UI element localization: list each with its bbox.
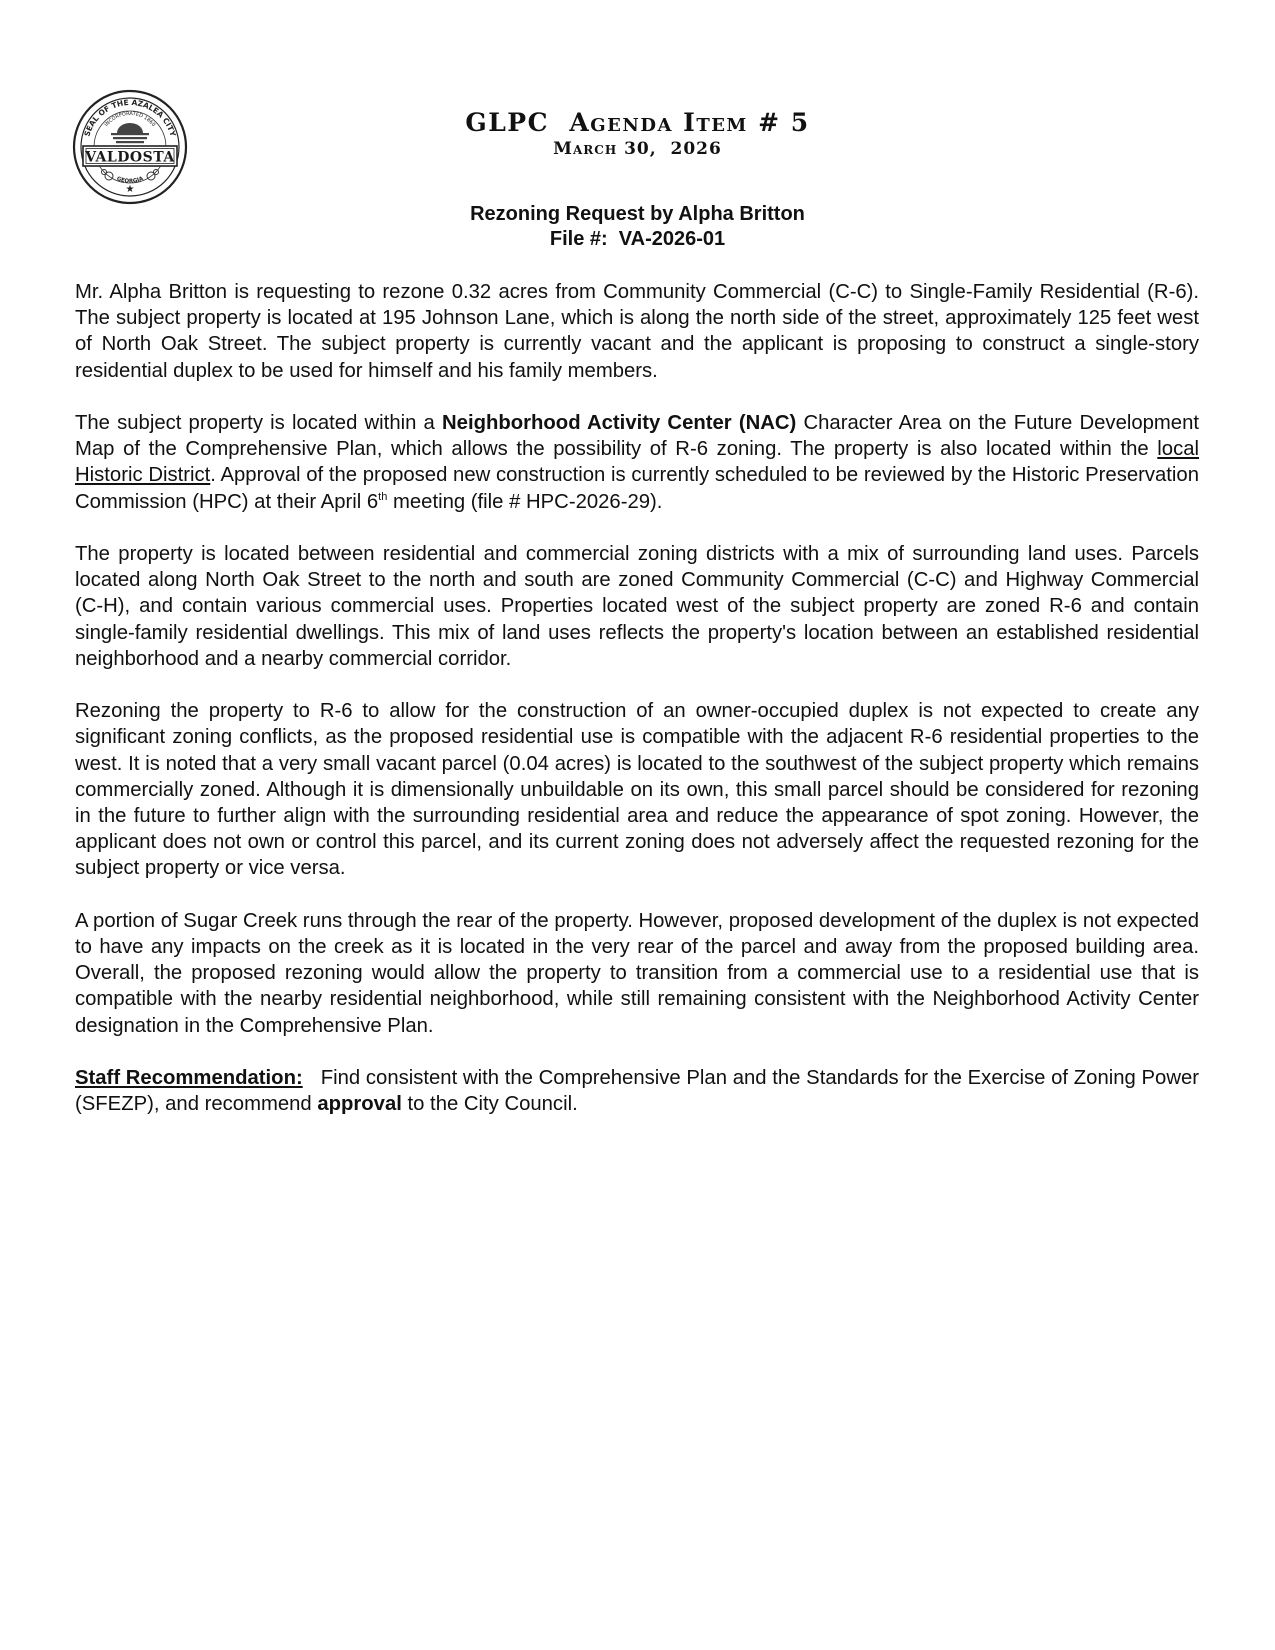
- paragraph-request-summary: Mr. Alpha Britton is requesting to rezone 0.32 acres from Community Commercial (C-C) to Single-Family Residential (R-6). The subject property is located at 195 Johnson Lane, which is along the north side of the street, approximately 125 feet west of North Oak Street. The subject property is currently vacant and the applicant is proposing to construct a single-story residential duplex to be used for himself and his family members.: [75, 281, 1199, 382]
- p2-historic-district: local Historic District: [75, 438, 1199, 487]
- staff-recommendation-label: Staff Recommendation:: [75, 1067, 303, 1090]
- file-number: File #: VA-2026-01: [549, 228, 726, 250]
- p2-nac-bold: Neighborhood Activity Center (NAC): [442, 412, 797, 434]
- recommendation-text-1: Find consistent with the Comprehensive Plan and the Standards for the Exercise of Zoning Power (SFEZP), and recommend: [75, 1067, 1200, 1116]
- paragraph-character-area: [75, 410, 1199, 515]
- seal-star-icon: ★: [125, 184, 135, 195]
- staff-recommendation: [75, 1065, 1199, 1117]
- paragraph-surrounding-uses: The property is located between residential and commercial zoning districts with a mix of surrounding land uses. Parcels located along North Oak Street to the north and south are zoned Community Commercial (C-C) and Highway Commercial (C-H), and contain various commercial uses. Properties located west of the subject property are zoned R-6 and contain single-family residential dwellings. This mix of land uses reflects the property's location between an established residential neighborhood and a nearby commercial corridor.: [75, 543, 1199, 670]
- agenda-title: GLPC Agenda Item # 5: [465, 108, 810, 137]
- seal-ring-text: SEAL OF THE AZALEA CITY: [82, 97, 178, 138]
- p2-text-3: . Approval of the proposed new construction is currently scheduled to be reviewed by the Historic Preservation Commission (HPC) at their April 6: [75, 464, 1199, 513]
- seal-state-text: GEORGIA: [115, 175, 145, 185]
- recommendation-text-2: to the City Council.: [401, 1093, 578, 1116]
- request-title: Rezoning Request by Alpha Britton: [470, 203, 805, 225]
- p2-text-4: meeting (file # HPC-2026-29).: [387, 490, 663, 513]
- recommendation-approval: approval: [317, 1093, 402, 1116]
- paragraph-sugar-creek: A portion of Sugar Creek runs through the rear of the property. However, proposed development of the duplex is not expected to have any impacts on the creek as it is located in the very rear of the parcel and away from the proposed building area. Overall, the proposed rezoning would allow the property to transition from a commercial use to a residential use that is compatible with the nearby residential neighborhood, while still remaining consistent with the Neighborhood Activity Center designation in the Comprehensive Plan.: [75, 909, 1199, 1037]
- p2-text-2: Character Area on the Future Development Map of the Comprehensive Plan, which allows the possibility of R-6 zoning. The property is also located within the: [75, 412, 1199, 461]
- agenda-date: March 30, 2026: [553, 139, 722, 159]
- request-heading: [0, 202, 1275, 252]
- seal-city-name: VALDOSTA: [85, 149, 175, 166]
- paragraph-zoning-conflicts: Rezoning the property to R-6 to allow for the construction of an owner-occupied duplex is not expected to create any significant zoning conflicts, as the proposed residential use is compatible with the adjacent R-6 residential properties to the west. It is noted that a very small vacant parcel (0.04 acres) is located to the southwest of the subject property which remains commercially zoned. Although it is dimensionally unbuildable on its own, this small parcel should be considered for rezoning in the future to further align with the surrounding residential area and reduce the appearance of spot zoning. However, the applicant does not own or control this parcel, and its current zoning does not adversely affect the requested rezoning for the subject property or vice versa.: [75, 700, 1199, 880]
- seal-incorporated-text: INCORPORATED 1860: [103, 110, 157, 128]
- p2-text-1: The subject property is located within a: [75, 412, 443, 434]
- p2-superscript: th: [378, 490, 388, 503]
- report-body: [75, 279, 1199, 1144]
- agenda-header: [0, 108, 1275, 160]
